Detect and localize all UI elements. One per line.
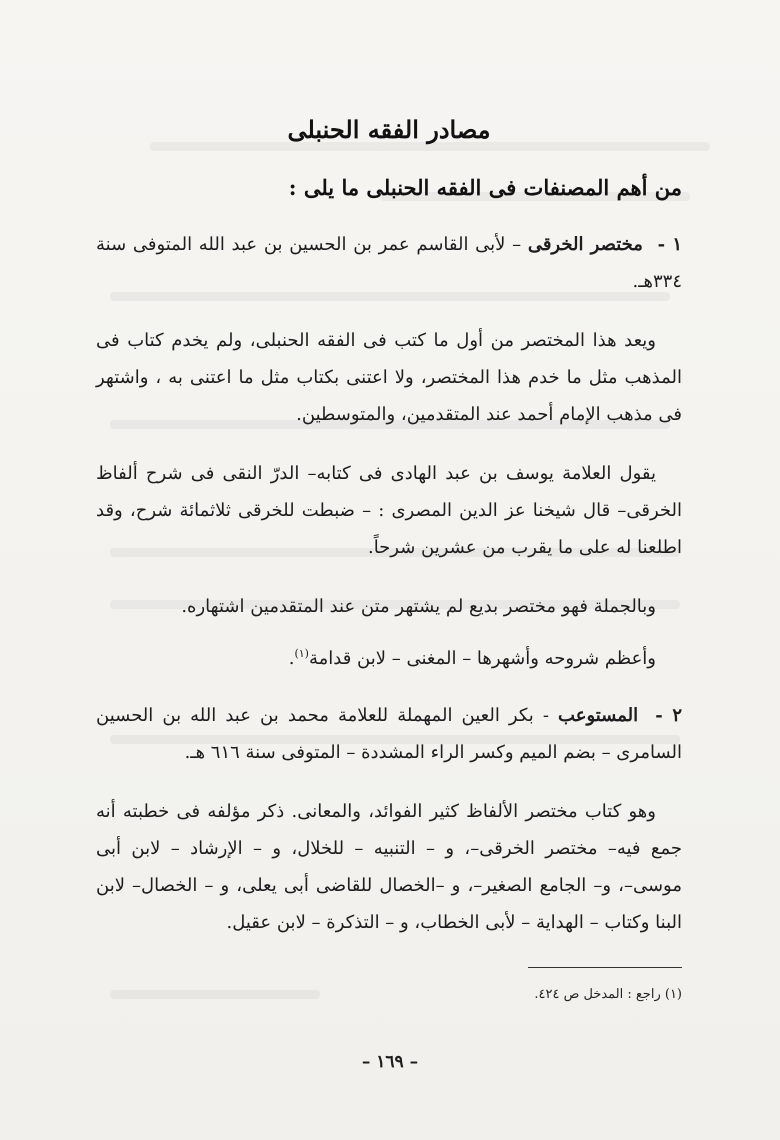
paragraph: وهو كتاب مختصر الألفاظ كثير الفوائد، والمعانى. ذكر مؤلفه فى خطبته أنه جمع فيه– مختصر الخرقى–، و – التنبيه – للخلال، و – الإرشاد – لابن أبى موسى–، و– الجامع الصغير–، و –الخصال للقاضى أبى يعلى، و – الخصال– لابن البنا وكتاب – الهداية – لأبى الخطاب، و – التذكرة – لابن عقيل. [96,801,682,933]
page-content [96,108,682,1006]
footnote: (١) راجع : المدخل ص ٤٢٤. [534,987,682,1002]
list-item-mukhtasar-al-khiraqi [96,226,682,300]
paragraph: وبالجملة فهو مختصر بديع لم يشتهر متن عند المتقدمين اشتهاره. [181,596,656,617]
book-name: المستوعب [558,705,639,726]
paragraph [96,635,682,677]
footnote-reference: (١) [294,647,309,660]
list-item-al-mustawib [96,697,682,771]
item-number: ١ - [657,234,682,255]
page-number: – ١٦٩ – [361,1052,419,1072]
section-subtitle: من أهم المصنفات فى الفقه الحنبلى ما يلى : [288,175,682,200]
page-title: مصادر الفقه الحنبلى [287,115,491,144]
paragraph-text: وأعظم شروحه وأشهرها – المغنى – لابن قدامة [308,648,656,669]
paragraph-end: . [288,648,295,669]
footnote-separator [528,967,682,968]
book-name: مختصر الخرقى [527,234,643,255]
item-text: – لأبى القاسم عمر بن الحسين بن عبد الله المتوفى سنة ٣٣٤هـ. [96,234,682,292]
paragraph: ويعد هذا المختصر من أول ما كتب فى الفقه الحنبلى، ولم يخدم كتاب فى المذهب مثل ما خدم هذا المختصر، ولا اعتنى بكتاب مثل ما اعتنى به ، واشتهر فى مذهب الإمام أحمد عند المتقدمين، والمتوسطين. [96,330,682,425]
item-number: ٢ - [655,705,682,726]
item-text: - بكر العين المهملة للعلامة محمد بن عبد الله بن الحسين السامرى – بضم الميم وكسر الراء المشددة – المتوفى سنة ٦١٦ هـ. [96,705,682,763]
paragraph: يقول العلامة يوسف بن عبد الهادى فى كتابه– الدرّ النقى فى شرح ألفاظ الخرقى– قال شيخنا عز الدين المصرى : – ضبطت للخرقى ثلاثمائة شرح، وقد اطلعنا له على ما يقرب من عشرين شرحاً. [96,463,682,558]
